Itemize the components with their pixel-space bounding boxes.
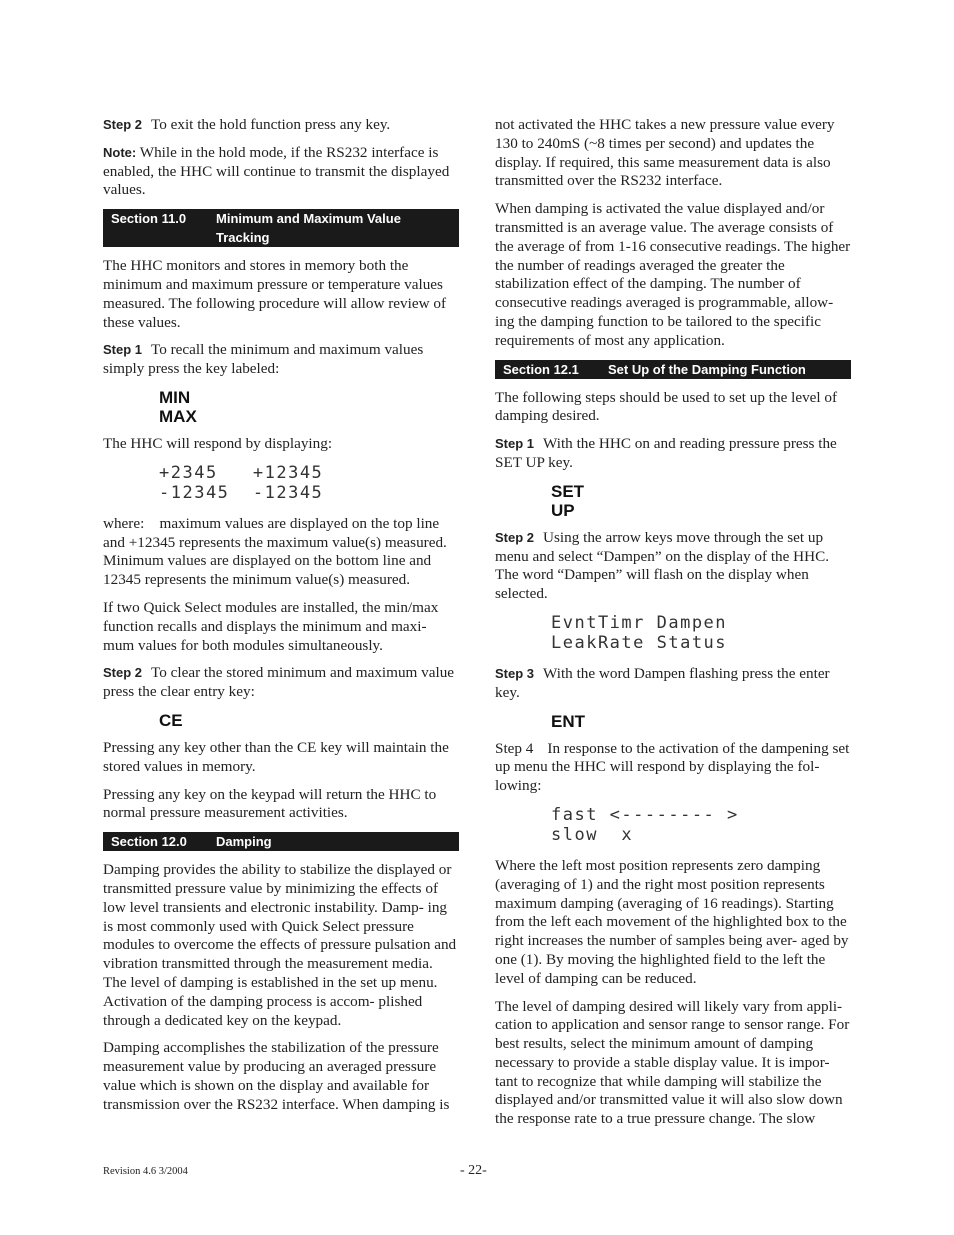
section-number: Section 12.0 [111,834,187,850]
revision-footer: Revision 4.6 3/2004 [103,1166,188,1177]
section-12-1-heading [495,360,851,379]
step-label: Step 3 [495,665,535,681]
setup-menu-display [551,613,851,653]
step-text: In response to the activation of the dampening set up menu the HHC will respond by displaying the fol- lowing: [495,739,850,795]
respond-paragraph: The HHC will respond by displaying: [103,434,333,452]
lcd-line: fast <-------- > [551,804,739,825]
step4-paragraph [495,740,851,796]
step1-paragraph [495,435,851,473]
lcd-line: +2345 +12345 [159,462,324,483]
step-label: Step 2 [103,117,143,132]
note-paragraph [103,144,459,200]
step1-paragraph [103,341,459,379]
activated-paragraph: When damping is activated the value displayed and/or transmitted is an average value. The average consists of the average of from 1-16 consecutive readings. The higher the number of readings averaged the greater the stabilization effect of the damping. The number of consecutive readings averaged is programmable, allow- ing the damping function to be tailored to the specific requirements of most any application. [495,200,851,349]
lcd-line: slow x [551,824,634,845]
key-set: SET [551,481,585,501]
left-column [103,116,459,1123]
key-min: MIN [159,387,191,407]
page-number: - 22- [460,1163,487,1178]
continuation-paragraph: not activated the HHC takes a new pressure value every 130 to 240mS (~8 times per second) and updates the display. If required, this same measurement data is also transmitted over the RS232 interface. [495,116,835,190]
note-text: While in the hold mode, if the RS232 interface is enabled, the HHC will continue to transmit the displayed values. [103,143,450,199]
step2-clear-paragraph [103,664,459,702]
right-column [495,116,851,1138]
monitors-paragraph: The HHC monitors and stores in memory both the minimum and maximum pressure or temperature values measured. The following procedure will allow review of these values. [103,257,447,331]
note-label: Note: [103,144,137,160]
step2-hold-paragraph [103,116,459,135]
lcd-line: LeakRate Status [551,632,728,653]
other-key-paragraph: Pressing any key other than the CE key will maintain the stored values in memory. [103,738,449,775]
step-text: To clear the stored minimum and maximum value press the clear entry key: [103,664,455,701]
quick-select-paragraph: If two Quick Select modules are installed, the min/max function recalls and displays the minimum and maxi- mum values for both modules simultaneously. [103,598,439,654]
step-label: Step 1 [495,436,535,452]
ce-key-label: CE [159,710,183,730]
step-text: To exit the hold function press any key. [151,116,391,133]
section-number: Section 11.0 [111,211,187,227]
min-max-display [159,463,459,503]
damping-display [551,805,851,845]
level-paragraph: The level of damping desired will likely vary from appli- cation to application and sensor range to sensor range. For best results, select the minimum amount of damping necessary to provide a stable display value. It is impor- tant to recognize that while damping will stabilize the displayed and/or transmitted value it will also slow down the response rate to a true pressure change. The slow [495,997,850,1128]
section-title: Set Up of the Damping Function [608,361,806,377]
section-number: Section 12.1 [503,361,579,377]
section-11-heading [103,209,459,247]
lcd-line: -12345 -12345 [159,482,324,503]
key-up: UP [551,500,575,520]
step-text: With the word Dampen flashing press the enter key. [495,664,830,701]
set-up-key-label [551,482,851,520]
step-text: Using the arrow keys move through the set up menu and select “Dampen” on the display of the HHC. The word “Dampen” will flash on the display when selected. [495,528,830,603]
following-paragraph: The following steps should be used to set up the level of damping desired. [495,388,838,425]
ent-key-label: ENT [551,711,585,731]
step-text: With the HHC on and reading pressure press the SET UP key. [495,435,837,471]
damping-paragraph-2: Damping accomplishes the stabilization of the pressure measurement value by producing an averaged pressure value which is shown on the display and available for transmission over the RS232 interface. When damping is [103,1039,450,1113]
key-max: MAX [159,406,197,426]
step-label: Step 2 [495,529,535,545]
step-label: Step 1 [103,342,143,358]
section-title: Damping [216,834,272,850]
step3-paragraph [495,665,851,703]
damping-paragraph-1: Damping provides the ability to stabilize the displayed or transmitted pressure value by minimizing the effects of low level transients and electronic instability. Damp- ing is most commonly used with Quick Select pressure modules to overcome the effects of pressure pulsation and vibration transmitted through the measurement media. The level of damping is established in the set up menu. Activation of the damping process is accom- plished through a dedicated key on the keypad. [103,861,457,1029]
step2-paragraph [495,529,851,604]
where-paragraph: where: maximum values are displayed on the top line and +12345 represents the maximum value(s) measured. Minimum values are displayed on the bottom line and 12345 represents the minimum value(s) measured. [103,514,447,589]
step-label: Step 2 [103,665,143,681]
lcd-line: EvntTimr Dampen [551,612,728,633]
section-title: Minimum and Maximum Value Tracking [216,211,401,246]
where-left-paragraph: Where the left most position represents zero damping (averaging of 1) and the right most position represents maximum damping (averaging of 16 readings). Starting from the left each movement of the highlighted box to the right increases the number of samples being aver- aged by one (1). By moving the highlighted field to the left the level of damping can be reduced. [495,856,849,987]
step-text: To recall the minimum and maximum values simply press the key labeled: [103,341,424,378]
section-12-heading [103,832,459,851]
step-label: Step 4 [495,739,534,757]
min-max-key-label [159,388,459,426]
any-key-paragraph: Pressing any key on the keypad will return the HHC to normal pressure measurement activities. [103,785,437,822]
